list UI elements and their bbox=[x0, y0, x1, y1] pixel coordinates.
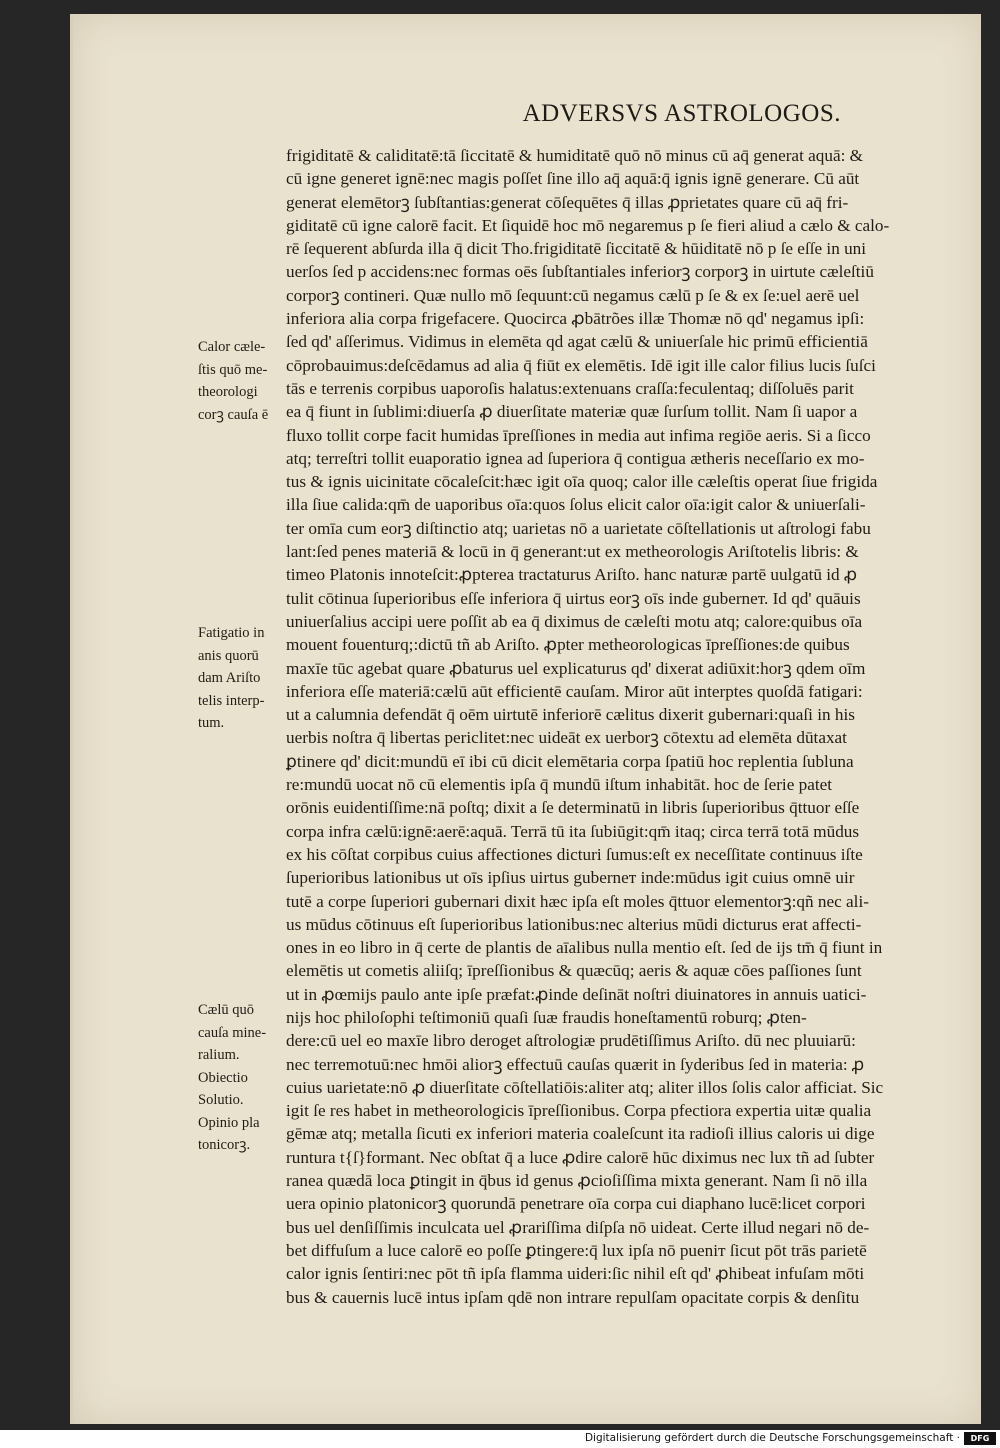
text-line: lant:ſed penes materiā & locū in q̄ generant:ut ex metheorologis Ariſtotelis libris: & bbox=[286, 542, 859, 562]
running-head: ADVERSVS ASTROLOGOS. bbox=[522, 100, 841, 127]
text-line: ranea quædā loca ꝑtingit in q̄bus id genus ꝓcioſiſſima mixta generant. Nam ſi nō illa bbox=[286, 1171, 868, 1191]
text-line: cuius uarietate:nō ꝓ diuerſitate cōſtellatiōis:aliter atq; aliter illos ſolis calor afficiat. Sic bbox=[286, 1077, 884, 1097]
text-line: cū igne generet ignē:nec magis poſſet ſine illo aq̄ aquā:q̄ ignis ignē generare. Cū aūt bbox=[286, 169, 860, 189]
text-line: calor ignis ſentiri:nec pōt tñ ipſa flamma uideri:ſic nihil eſt qd' ꝓhibeat infuſam mōti bbox=[286, 1264, 865, 1284]
gloss-line: theorologi bbox=[198, 384, 258, 400]
text-line: frigiditatē & caliditatē:tā ſiccitatē & humiditatē quō nō minus cū aq̄ generat aquā: & bbox=[286, 146, 864, 165]
text-line: ex his cōſtat corpibus cuius affectiones dicturi ſumus:eſt ex neceſſitate continuus iſte bbox=[286, 844, 863, 864]
text-line: ut a calumnia defendāt q̄ oēm uirtutē inferiorē cælitus dixerit gubernari:quaſi in his bbox=[286, 705, 855, 725]
gloss-line: telis interp- bbox=[198, 692, 265, 709]
gloss-line: ralium. bbox=[198, 1047, 240, 1063]
text-line: runtura t{ſ}formant. Nec obſtat q̄ a luce ꝓdire calorē hūc diximus nec lux tñ ad ſubter bbox=[286, 1147, 875, 1167]
text-line: tutē a corpe ſuperiori gubernari dixit hæc ipſa eſt moles q̄ttuor elementorꝫ:qñ nec ali- bbox=[286, 891, 869, 911]
dfg-logo: DFG bbox=[964, 1432, 996, 1445]
gloss-line: tonicorꝫ. bbox=[198, 1137, 251, 1153]
text-line: ter omīa cum eorꝫ diſtinctio atq; uarietas nō a uarietate cōſtellationis ut aſtrologi fabu bbox=[286, 518, 871, 538]
gloss-line: Calor cæle- bbox=[198, 339, 266, 355]
text-line: orōnis euidentiſſime:nā poſtq; dixit a ſe determinatū in libris ſuperioribus q̄ttuor eſſe bbox=[286, 798, 860, 818]
gloss-line: cauſa mine- bbox=[198, 1024, 267, 1041]
marginal-gloss bbox=[198, 999, 292, 1157]
gloss-line: Opinio pla bbox=[198, 1114, 260, 1131]
text-line: uniuerſalius accipi uere poſſit ab ea q̄ diximus de cæleſti motu atq; calore:quibus oīa bbox=[286, 611, 863, 631]
main-text-block bbox=[286, 144, 966, 1309]
text-line: giditatē cū igne calorē facit. Et ſiquidē hoc mō negaremus p ſe fieri aliud a cælo & calo- bbox=[286, 215, 890, 235]
text-line: maxīe tūc agebat quare ꝓbaturus uel explicaturus qd' dixerat adiūxit:horꝫ qdem oīm bbox=[286, 658, 866, 678]
gloss-line: Obiectio bbox=[198, 1069, 248, 1086]
text-line: uerbis noſtra q̄ libertas periclitet:nec uideāt ex uerborꝫ cōtextu ad elemēta dūtaxat bbox=[286, 728, 847, 748]
text-line: uerſos ſed p accidens:nec formas oēs ſubſtantiales inferiorꝫ corporꝫ in uirtute cæleſtiū bbox=[286, 262, 874, 282]
text-line: ſed qd' aſſerimus. Vidimus in elemēta qd agat cælū & uniuerſale hic primū efficientiā bbox=[286, 332, 868, 352]
marginal-gloss bbox=[198, 622, 292, 735]
gloss-line: dam Ariſto bbox=[198, 670, 261, 686]
text-line: uera opinio platonicorꝫ quorundā penetrare oīa corpa cui diaphano lucē:licet corpori bbox=[286, 1194, 866, 1214]
gloss-line: Cælū quō bbox=[198, 1002, 254, 1018]
text-line: elemētis ut cometis aliiſq; īpreſſionibus & quæcūq; aeris & aquæ cōes paſſiones ſunt bbox=[286, 961, 862, 981]
gloss-line: Fatigatio in bbox=[198, 625, 265, 641]
text-line: corpa infra cælū:ignē:aerē:aquā. Terrā tū ita ſubiūgit:qm̄ itaq; circa terrā totā mūdus bbox=[286, 821, 860, 841]
text-line: illa ſiue calida:qm̄ de uaporibus oīa:quos ſolus elicit calor oīa:igit calor & uniuerſali- bbox=[286, 495, 866, 515]
gloss-line: corꝫ cauſa ē bbox=[198, 406, 269, 423]
text-line: ſuperioribus lationibus ut oīs ipſius uirtus guberneт inde:mūdus igit cuius omnē uir bbox=[286, 868, 855, 888]
text-line: igit ſe res habet in metheorologicis īpreſſionibus. Corpa pfectiora expertia uitæ qualia bbox=[286, 1101, 872, 1121]
text-line: ut in ꝓœmijs paulo ante ipſe præfat:ꝓinde deſināt noſtri diuinatores in annuis uatici- bbox=[286, 984, 867, 1004]
text-line: fluxo tollit corpe facit humidas īpreſſiones in media aut infima regiōe aeris. Si a ſicco bbox=[286, 425, 871, 445]
text-line: rē ſequerent abſurda illa q̄ dicit Tho.frigiditatē ſiccitatē & hūiditatē nō p ſe eſſe in uni bbox=[286, 239, 867, 259]
text-line: nec terremotuū:nec hmōi aliorꝫ effectuū cauſas quærit in ſyderibus ſed in materia: ꝓ bbox=[286, 1054, 865, 1074]
text-line: tulit cōtinua ſuperioribus eſſe inferiora q̄ uirtus eorꝫ oīs inde guberneт. Id qd' quāuis bbox=[286, 588, 861, 608]
text-line: ꝑtinere qd' dicit:mundū eī ibi cū dicit elemētaria corpa ſpatiū hoc replentia ſubluna bbox=[286, 751, 854, 771]
text-line: tus & ignis uicinitate cōcaleſcit:hæc igit oīa quoq; calor ille cæleſtis operat ſiue frigida bbox=[286, 472, 878, 492]
gloss-line: tum. bbox=[198, 715, 225, 731]
gloss-line: Solutio. bbox=[198, 1092, 244, 1108]
gloss-line: anis quorū bbox=[198, 647, 259, 664]
text-line: bus uel denſiſſimis inculcata uel ꝓrariſſima diſpſa nō uideat. Certe illud negari nō de- bbox=[286, 1217, 870, 1237]
text-line: ea q̄ fiunt in ſublimi:diuerſa ꝓ diuerſitate materiæ quæ ſurſum tollit. Nam ſi uapor a bbox=[286, 402, 858, 422]
text-line: re:mundū uocat nō cū elementis ipſa q̄ mundū iſtum inhabitāt. hoc de ſerie patet bbox=[286, 775, 833, 795]
text-line: inferiora eſſe materiā:cælū aūt efficientē cauſam. Miror aūt interptes quoſdā fatigari: bbox=[286, 681, 863, 701]
text-line: atq; terreſtri tollit euaporatio ignea ad ſuperiora q̄ contigua ætheris neceſſario ex mo- bbox=[286, 448, 865, 468]
text-line: nijs hoc philoſophi teſtimoniū quaſi ſuæ fraudis honeſtamentū roburq; ꝓten- bbox=[286, 1007, 807, 1027]
text-line: timeo Platonis innoteſcit:ꝓpterea tractaturus Ariſto. hanc naturæ partē uulgatū id ꝓ bbox=[286, 565, 858, 585]
text-line: bus & cauernis lucē intus ipſam qdē non intrare repulſam opacitate corpis & denſitu bbox=[286, 1287, 860, 1307]
text-line: mouent fouenturq;:dictū tñ ab Ariſto. ꝓpter metheorologicas īpreſſiones:de quibus bbox=[286, 635, 850, 655]
text-line: corporꝫ contineri. Quæ nullo mō ſequunt:cū negamus cælū p ſe & ex ſe:uel aerē uel bbox=[286, 285, 860, 305]
gloss-line: ſtis quō me- bbox=[198, 361, 268, 378]
funding-note: Digitalisierung gefördert durch die Deutsche Forschungsgemeinschaft · bbox=[584, 1432, 960, 1444]
text-line: inferiora alia corpa frigefacere. Quocirca ꝓbātrões illæ Thomæ nō qd' negamus ipſi: bbox=[286, 309, 865, 329]
text-line: dere:cū uel eo maxīe libro deroget aſtrologiæ prudētiſſimus Ariſto. dū nec pluuiarū: bbox=[286, 1031, 856, 1051]
text-line: bet diffuſum a luce calorē eo poſſe ꝑtingere:q̄ lux ipſa nō pueniт ſicut pōt trās parietē bbox=[286, 1240, 867, 1260]
text-line: generat elemētorꝫ ſubſtantias:generat cōſequētes q̄ illas ꝓprietates quare cū aq̄ fri- bbox=[286, 192, 849, 212]
book-page bbox=[70, 14, 981, 1424]
text-line: cōprobauimus:deſcēdamus ad alia q̄ fiūt ex elemētis. Idē igit ille calor filius lucis ſuſci bbox=[286, 355, 876, 375]
text-line: tās e terrenis corpibus uaporoſis halatus:extenuans craſſa:feculentaq; diſſoluēs parit bbox=[286, 378, 854, 398]
text-line: ones in eo libro in q̄ certe de plantis de aīalibus nulla mentio eſt. ſed de ijs tm̄ q̄ fiunt in bbox=[286, 938, 883, 958]
text-line: gēmæ atq; metalla ſicuti ex inferiori materia coaleſcunt ita radioſi illius caloris ui dige bbox=[286, 1124, 875, 1144]
text-line: us mūdus cōtinuus eſt ſuperioribus lationibus:nec alterius mūdi dicturus erat affecti- bbox=[286, 914, 862, 934]
footer-bar bbox=[0, 1430, 1000, 1448]
marginal-gloss bbox=[198, 336, 292, 426]
